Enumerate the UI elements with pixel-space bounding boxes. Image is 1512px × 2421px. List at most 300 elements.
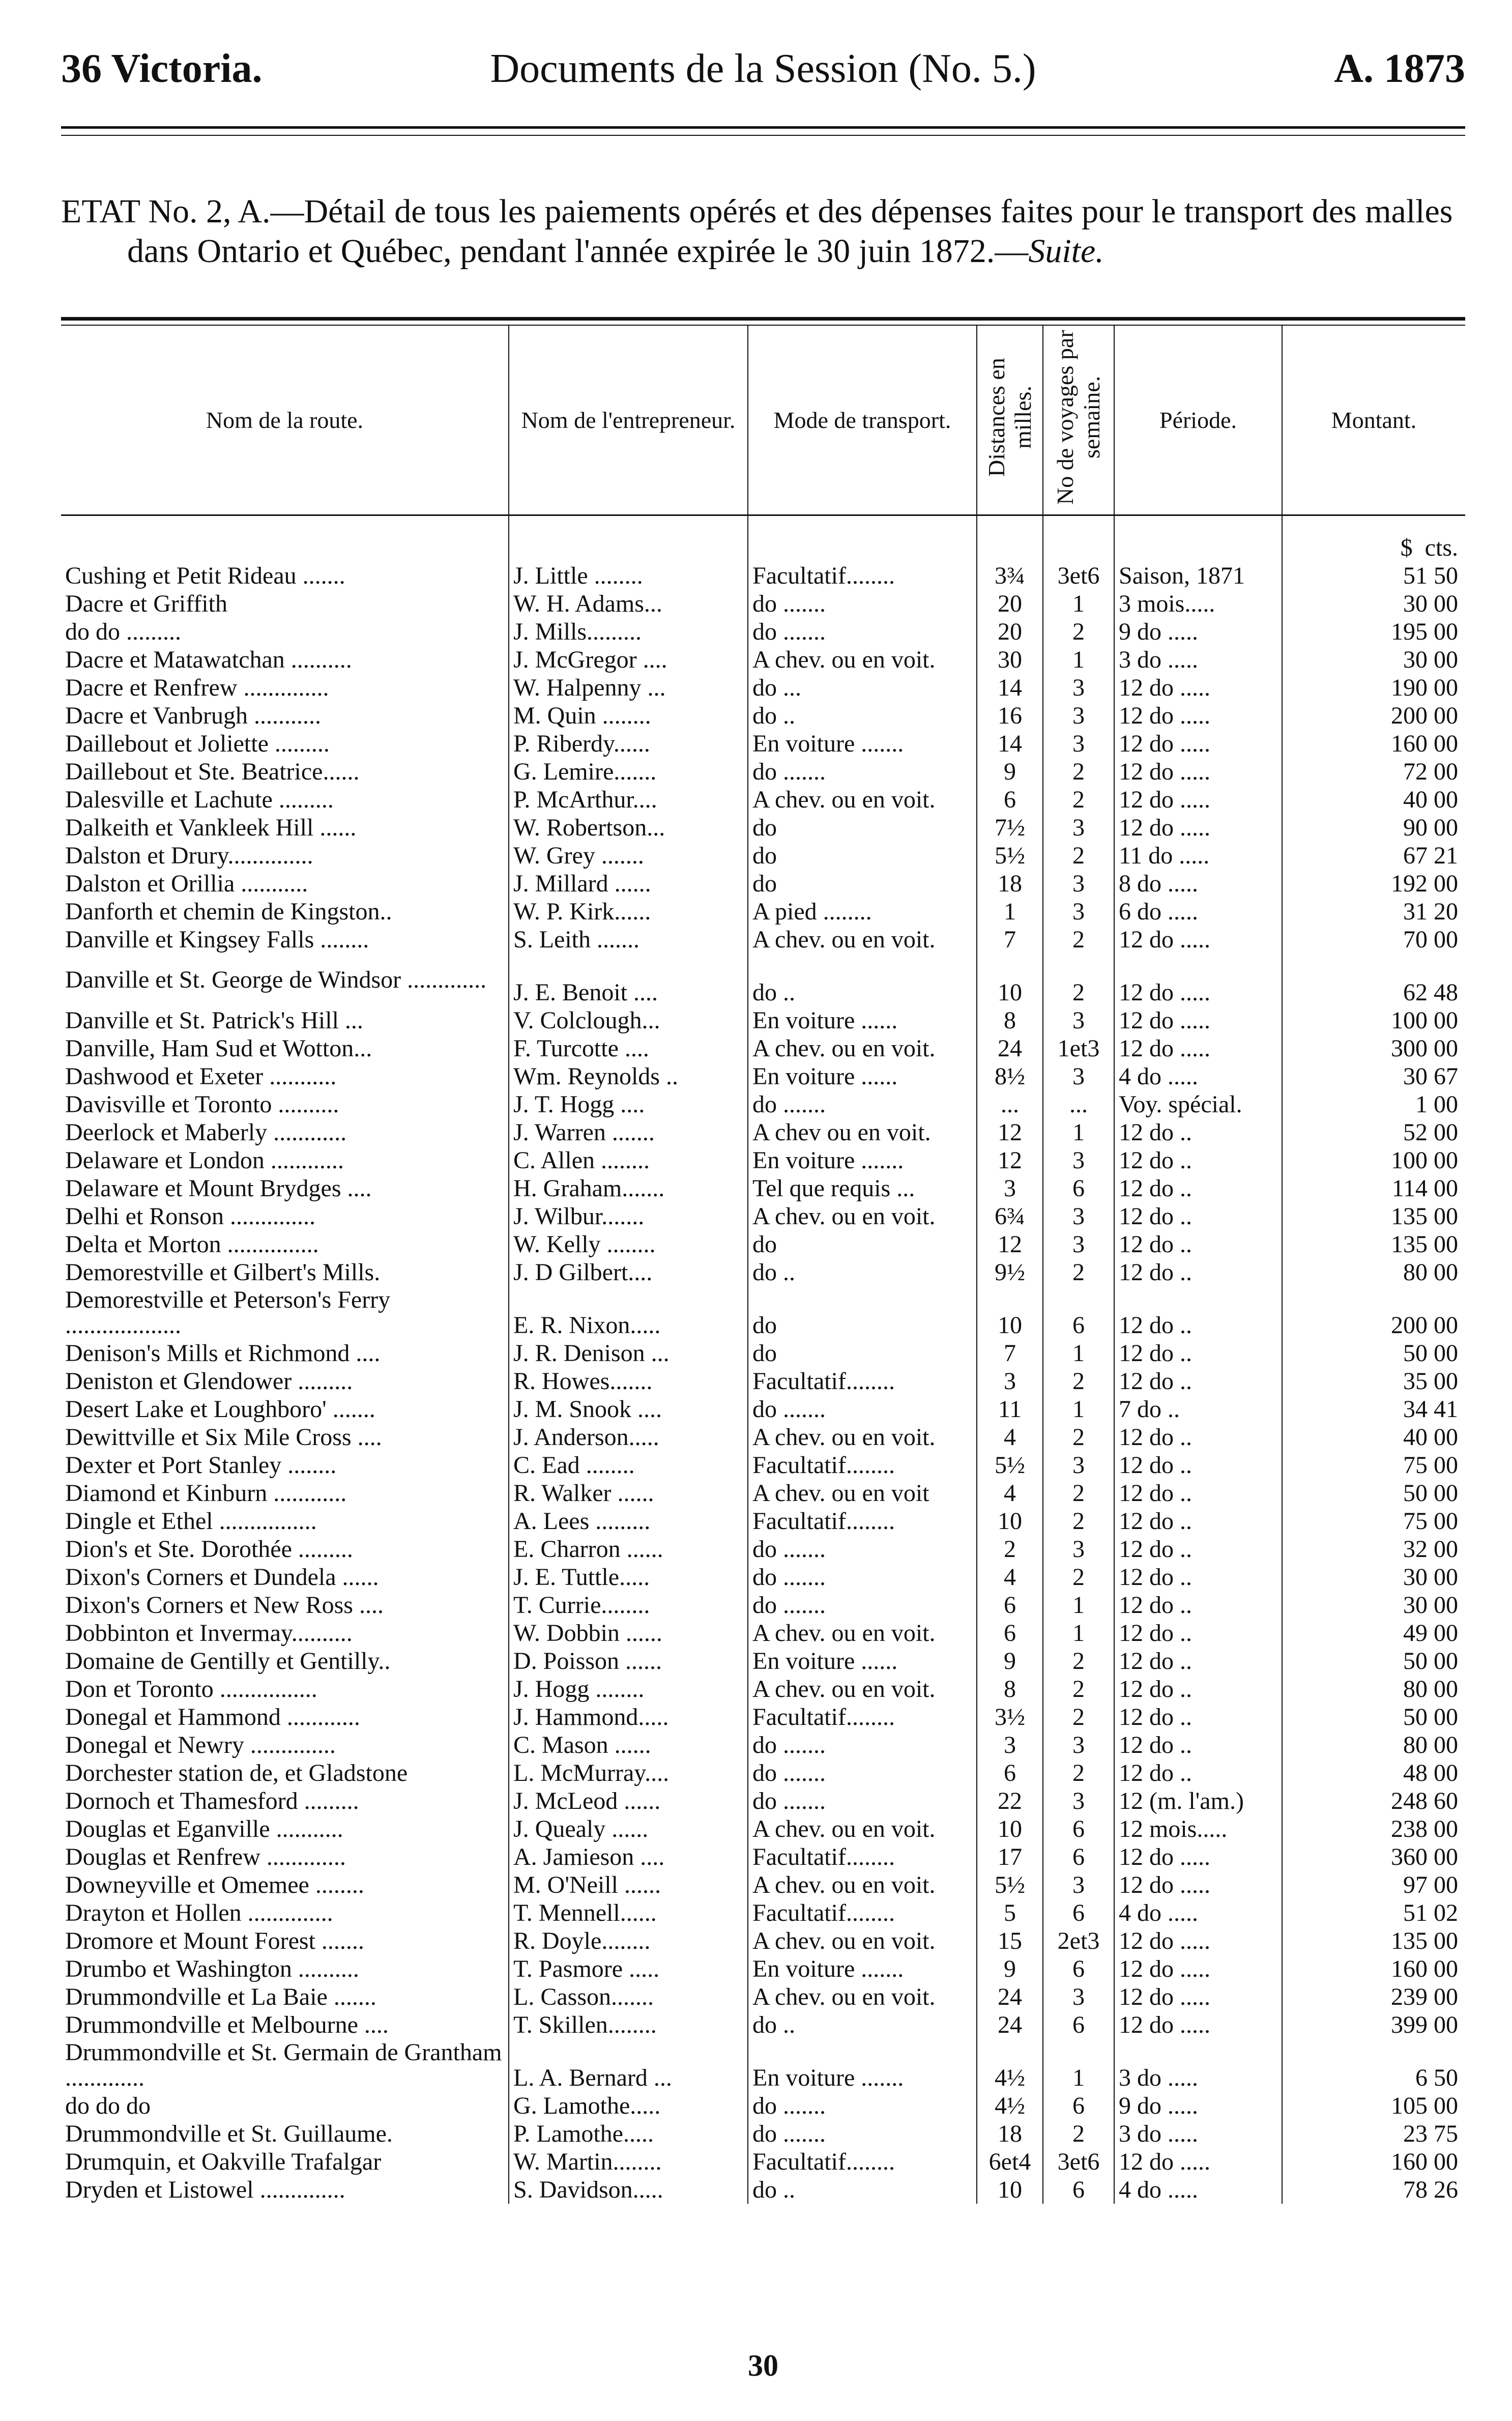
mode-cell: do ...	[748, 674, 977, 702]
periode-cell: Voy. spécial.	[1114, 1090, 1282, 1118]
mode-cell: Tel que requis ...	[748, 1174, 977, 1202]
montant-cell: 248 60	[1282, 1787, 1465, 1815]
distance-cell: 9	[977, 758, 1043, 786]
distance-cell: 5½	[977, 1871, 1043, 1899]
voyages-cell: 6	[1043, 1286, 1114, 1339]
periode-cell: 12 do .....	[1114, 674, 1282, 702]
voyages-cell: 1	[1043, 1619, 1114, 1647]
mode-cell: Facultatif........	[748, 1367, 977, 1395]
periode-cell: 12 do .....	[1114, 2011, 1282, 2039]
entrepreneur-cell: W. Grey .......	[509, 842, 748, 870]
route-cell: Danville et Kingsey Falls ........	[65, 926, 369, 953]
mode-cell: do ..	[748, 2011, 977, 2039]
route-cell: Dixon's Corners et Dundela ......	[65, 1564, 379, 1591]
entrepreneur-cell: J. T. Hogg ....	[509, 1090, 748, 1118]
table-row	[61, 590, 1465, 618]
distance-cell: 12	[977, 1118, 1043, 1146]
entrepreneur-cell: M. O'Neill ......	[509, 1871, 748, 1899]
mode-cell: Facultatif........	[748, 562, 977, 590]
voyages-cell: 2	[1043, 1759, 1114, 1787]
montant-cell: 67 21	[1282, 842, 1465, 870]
mode-cell: A chev. ou en voit.	[748, 1202, 977, 1230]
entrepreneur-cell: V. Colclough...	[509, 1006, 748, 1034]
table-row	[61, 702, 1465, 730]
voyages-cell: 3	[1043, 870, 1114, 898]
table-row	[61, 1258, 1465, 1286]
route-cell: Donegal et Newry ..............	[65, 1732, 336, 1759]
voyages-cell: 2	[1043, 1507, 1114, 1535]
route-cell: Delaware et London ............	[65, 1147, 344, 1174]
periode-cell: 4 do .....	[1114, 2176, 1282, 2204]
route-cell: Deerlock et Maberly ............	[65, 1119, 347, 1146]
montant-cell: 78 26	[1282, 2176, 1465, 2204]
montant-cell: 30 00	[1282, 1591, 1465, 1619]
running-header	[61, 46, 1465, 107]
mode-cell: do	[748, 1230, 977, 1258]
route-cell: Dromore et Mount Forest .......	[65, 1927, 364, 1954]
table-row	[61, 1675, 1465, 1703]
distance-cell: 9	[977, 1647, 1043, 1675]
montant-cell: 135 00	[1282, 1202, 1465, 1230]
entrepreneur-cell: W. Kelly ........	[509, 1230, 748, 1258]
table-row	[61, 2176, 1465, 2204]
voyages-cell: 2	[1043, 1703, 1114, 1731]
periode-cell: 12 do .....	[1114, 814, 1282, 842]
route-cell: Douglas et Eganville ...........	[65, 1815, 343, 1842]
entrepreneur-cell: J. McGregor ....	[509, 646, 748, 674]
page-number: 30	[748, 2349, 778, 2382]
periode-cell: 12 do ..	[1114, 1619, 1282, 1647]
periode-cell: 12 do .....	[1114, 1034, 1282, 1062]
distance-cell: 6	[977, 1619, 1043, 1647]
voyages-cell: 6	[1043, 2176, 1114, 2204]
montant-cell: 160 00	[1282, 1955, 1465, 1983]
distance-cell: 20	[977, 618, 1043, 646]
montant-cell: 195 00	[1282, 618, 1465, 646]
distance-cell: 4½	[977, 2039, 1043, 2092]
route-cell: Dornoch et Thamesford .........	[65, 1788, 359, 1814]
entrepreneur-cell: D. Poisson ......	[509, 1647, 748, 1675]
voyages-cell: 3	[1043, 1451, 1114, 1479]
entrepreneur-cell: J. Hogg ........	[509, 1675, 748, 1703]
montant-cell: 100 00	[1282, 1006, 1465, 1034]
periode-cell: 12 do ..	[1114, 1535, 1282, 1563]
mode-cell: do .......	[748, 1090, 977, 1118]
route-cell: Don et Toronto ................	[65, 1676, 317, 1703]
route-cell: Drumquin, et Oakville Trafalgar	[65, 2148, 382, 2175]
route-cell: Dacre et Matawatchan ..........	[65, 646, 352, 673]
voyages-cell: 2	[1043, 1647, 1114, 1675]
mode-cell: do	[748, 870, 977, 898]
entrepreneur-cell: C. Ead ........	[509, 1451, 748, 1479]
voyages-cell: 2	[1043, 1563, 1114, 1591]
voyages-cell: 3	[1043, 1006, 1114, 1034]
distance-cell: 6	[977, 1759, 1043, 1787]
distance-cell: 15	[977, 1927, 1043, 1955]
voyages-cell: 3	[1043, 1230, 1114, 1258]
mode-cell: A chev. ou en voit.	[748, 1871, 977, 1899]
entrepreneur-cell: J. M. Snook ....	[509, 1395, 748, 1423]
mode-cell: En voiture ......	[748, 1647, 977, 1675]
montant-cell: 200 00	[1282, 702, 1465, 730]
table-row	[61, 2011, 1465, 2039]
table-row	[61, 1423, 1465, 1451]
montant-cell: 300 00	[1282, 1034, 1465, 1062]
voyages-cell: 2	[1043, 1423, 1114, 1451]
mode-cell: En voiture .......	[748, 2039, 977, 2092]
entrepreneur-cell: W. H. Adams...	[509, 590, 748, 618]
table-row	[61, 1563, 1465, 1591]
mode-cell: Facultatif........	[748, 2148, 977, 2176]
periode-cell: 12 do .....	[1114, 702, 1282, 730]
table-row	[61, 1647, 1465, 1675]
distance-cell: 3	[977, 1174, 1043, 1202]
route-cell: Danville et St. Patrick's Hill ...	[65, 1007, 363, 1034]
montant-cell: 97 00	[1282, 1871, 1465, 1899]
distance-cell: 4½	[977, 2092, 1043, 2120]
montant-cell: 6 50	[1282, 2039, 1465, 2092]
voyages-cell: 3	[1043, 1787, 1114, 1815]
entrepreneur-cell: J. E. Benoit ....	[509, 954, 748, 1006]
montant-cell: 30 00	[1282, 646, 1465, 674]
periode-cell: 3 do .....	[1114, 2120, 1282, 2148]
route-cell: Deniston et Glendower .........	[65, 1368, 353, 1395]
route-cell: Dorchester station de, et Gladstone	[65, 1760, 408, 1786]
periode-cell: 12 do ..	[1114, 1286, 1282, 1339]
distance-cell: 2	[977, 1535, 1043, 1563]
entrepreneur-cell: W. P. Kirk......	[509, 898, 748, 926]
mode-cell: do .......	[748, 1395, 977, 1423]
voyages-cell: 3	[1043, 1871, 1114, 1899]
distance-cell: 10	[977, 1286, 1043, 1339]
voyages-cell: 3	[1043, 1731, 1114, 1759]
periode-cell: 12 do ..	[1114, 1423, 1282, 1451]
distance-cell: 24	[977, 2011, 1043, 2039]
table-row	[61, 1759, 1465, 1787]
table-row	[61, 1367, 1465, 1395]
montant-cell: 30 00	[1282, 1563, 1465, 1591]
mode-cell: do .......	[748, 2092, 977, 2120]
col-header-voyages-label: No de voyages par semaine.	[1052, 330, 1104, 505]
table-row	[61, 814, 1465, 842]
entrepreneur-cell: W. Robertson...	[509, 814, 748, 842]
mode-cell: A chev. ou en voit.	[748, 1034, 977, 1062]
route-cell: Dixon's Corners et New Ross ....	[65, 1592, 384, 1619]
entrepreneur-cell: J. McLeod ......	[509, 1787, 748, 1815]
mode-cell: do ..	[748, 702, 977, 730]
route-cell: Daillebout et Joliette .........	[65, 730, 330, 757]
distance-cell: 3¾	[977, 562, 1043, 590]
voyages-cell: 3et6	[1043, 2148, 1114, 2176]
periode-cell: 12 do ..	[1114, 1146, 1282, 1174]
mode-cell: do .......	[748, 618, 977, 646]
montant-cell: 23 75	[1282, 2120, 1465, 2148]
montant-cell: 34 41	[1282, 1395, 1465, 1423]
table-row	[61, 926, 1465, 954]
mode-cell: A chev. ou en voit.	[748, 1927, 977, 1955]
voyages-cell: 1	[1043, 590, 1114, 618]
mode-cell: A chev. ou en voit	[748, 1479, 977, 1507]
periode-cell: Saison, 1871	[1114, 562, 1282, 590]
entrepreneur-cell: Wm. Reynolds ..	[509, 1062, 748, 1090]
montant-cell: 80 00	[1282, 1731, 1465, 1759]
voyages-cell: 3	[1043, 1535, 1114, 1563]
mode-cell: do .......	[748, 1731, 977, 1759]
distance-cell: 16	[977, 702, 1043, 730]
col-header-montant: Montant.	[1282, 326, 1465, 515]
voyages-cell: 2	[1043, 2120, 1114, 2148]
distance-cell: 10	[977, 1815, 1043, 1843]
periode-cell: 4 do .....	[1114, 1062, 1282, 1090]
mode-cell: En voiture ......	[748, 1006, 977, 1034]
voyages-cell: 3	[1043, 1202, 1114, 1230]
entrepreneur-cell: G. Lamothe.....	[509, 2092, 748, 2120]
entrepreneur-cell: L. Casson.......	[509, 1983, 748, 2011]
distance-cell: 18	[977, 870, 1043, 898]
route-cell: Dingle et Ethel ................	[65, 1508, 317, 1535]
route-cell: Demorestville et Peterson's Ferry ...................	[65, 1286, 391, 1339]
entrepreneur-cell: J. D Gilbert....	[509, 1258, 748, 1286]
entrepreneur-cell: T. Skillen........	[509, 2011, 748, 2039]
table-row	[61, 758, 1465, 786]
route-cell: Danville et St. George de Windsor .............	[65, 966, 487, 993]
distance-cell: 4	[977, 1423, 1043, 1451]
periode-cell: 12 do .....	[1114, 954, 1282, 1006]
montant-cell: 62 48	[1282, 954, 1465, 1006]
mode-cell: Facultatif........	[748, 1899, 977, 1927]
periode-cell: 12 mois.....	[1114, 1815, 1282, 1843]
col-header-entrepreneur: Nom de l'entrepreneur.	[509, 326, 748, 515]
mode-cell: En voiture .......	[748, 730, 977, 758]
distance-cell: 9	[977, 1955, 1043, 1983]
table-header-row	[61, 326, 1465, 515]
montant-cell: 51 50	[1282, 562, 1465, 590]
table-row	[61, 954, 1465, 1006]
voyages-cell: 6	[1043, 1815, 1114, 1843]
mode-cell: do	[748, 1339, 977, 1367]
entrepreneur-cell: H. Graham.......	[509, 1174, 748, 1202]
currency-dollars: $	[1400, 534, 1413, 561]
route-cell: Dobbinton et Invermay..........	[65, 1620, 353, 1647]
route-cell: Davisville et Toronto ..........	[65, 1091, 339, 1118]
voyages-cell: 2	[1043, 954, 1114, 1006]
voyages-cell: 3	[1043, 898, 1114, 926]
col-header-distance	[977, 326, 1043, 515]
entrepreneur-cell: C. Mason ......	[509, 1731, 748, 1759]
table-row	[61, 1955, 1465, 1983]
route-cell: Dalston et Orillia ...........	[65, 870, 308, 897]
table-row	[61, 1202, 1465, 1230]
montant-cell: 80 00	[1282, 1258, 1465, 1286]
route-cell: Desert Lake et Loughboro' .......	[65, 1396, 375, 1423]
periode-cell: 12 do ..	[1114, 1367, 1282, 1395]
periode-cell: 12 do ..	[1114, 1339, 1282, 1367]
periode-cell: 12 do ..	[1114, 1647, 1282, 1675]
entrepreneur-cell: W. Dobbin ......	[509, 1619, 748, 1647]
entrepreneur-cell: G. Lemire.......	[509, 758, 748, 786]
col-header-distance-label: Distances en milles.	[983, 358, 1036, 477]
distance-cell: 5½	[977, 842, 1043, 870]
periode-cell: 12 do ..	[1114, 1258, 1282, 1286]
periode-cell: 4 do .....	[1114, 1899, 1282, 1927]
voyages-cell: 1	[1043, 1591, 1114, 1619]
route-cell: Drummondville et St. Germain de Grantham .............	[65, 2039, 502, 2091]
periode-cell: 12 do .....	[1114, 730, 1282, 758]
montant-cell: 80 00	[1282, 1675, 1465, 1703]
mode-cell: do	[748, 1286, 977, 1339]
montant-cell: 190 00	[1282, 674, 1465, 702]
entrepreneur-cell: W. Martin........	[509, 2148, 748, 2176]
route-cell: Dryden et Listowel ..............	[65, 2176, 345, 2203]
mode-cell: En voiture .......	[748, 1146, 977, 1174]
mode-cell: A chev. ou en voit.	[748, 926, 977, 954]
mode-cell: A chev ou en voit.	[748, 1118, 977, 1146]
distance-cell: 8½	[977, 1062, 1043, 1090]
entrepreneur-cell: W. Halpenny ...	[509, 674, 748, 702]
montant-cell: 50 00	[1282, 1479, 1465, 1507]
montant-cell: 72 00	[1282, 758, 1465, 786]
route-cell: Donegal et Hammond ............	[65, 1704, 360, 1731]
distance-cell: 6et4	[977, 2148, 1043, 2176]
route-cell: Dalkeith et Vankleek Hill ......	[65, 814, 357, 841]
table-row	[61, 1899, 1465, 1927]
table-row	[61, 2039, 1465, 2092]
montant-cell: 192 00	[1282, 870, 1465, 898]
entrepreneur-cell: P. Lamothe.....	[509, 2120, 748, 2148]
table-row	[61, 2092, 1465, 2120]
table-row	[61, 1395, 1465, 1423]
distance-cell: 5½	[977, 1451, 1043, 1479]
montant-cell: 239 00	[1282, 1983, 1465, 2011]
voyages-cell: ...	[1043, 1090, 1114, 1118]
voyages-cell: 3	[1043, 674, 1114, 702]
distance-cell: 3	[977, 1731, 1043, 1759]
route-cell: Dion's et Ste. Dorothée .........	[65, 1536, 353, 1563]
distance-cell: 7½	[977, 814, 1043, 842]
route-cell: Dexter et Port Stanley ........	[65, 1452, 337, 1479]
currency-row	[61, 515, 1465, 562]
distance-cell: 5	[977, 1899, 1043, 1927]
payments-table	[61, 326, 1465, 2204]
montant-cell: 48 00	[1282, 1759, 1465, 1787]
voyages-cell: 2	[1043, 842, 1114, 870]
periode-cell: 12 do .....	[1114, 1006, 1282, 1034]
table-row	[61, 1591, 1465, 1619]
table-row	[61, 786, 1465, 814]
voyages-cell: 1	[1043, 1118, 1114, 1146]
distance-cell: 24	[977, 1983, 1043, 2011]
montant-cell: 399 00	[1282, 2011, 1465, 2039]
periode-cell: 12 do ..	[1114, 1507, 1282, 1535]
distance-cell: 6	[977, 786, 1043, 814]
mode-cell: do ..	[748, 1258, 977, 1286]
montant-cell: 200 00	[1282, 1286, 1465, 1339]
table-row	[61, 842, 1465, 870]
mode-cell: A chev. ou en voit.	[748, 786, 977, 814]
mode-cell: do ..	[748, 954, 977, 1006]
voyages-cell: 6	[1043, 2011, 1114, 2039]
table-row	[61, 870, 1465, 898]
distance-cell: 4	[977, 1563, 1043, 1591]
table-row	[61, 1731, 1465, 1759]
periode-cell: 3 do .....	[1114, 646, 1282, 674]
table-row	[61, 1507, 1465, 1535]
voyages-cell: 2	[1043, 618, 1114, 646]
montant-cell: 100 00	[1282, 1146, 1465, 1174]
route-cell: Danforth et chemin de Kingston..	[65, 898, 392, 925]
periode-cell: 3 mois.....	[1114, 590, 1282, 618]
table-row	[61, 898, 1465, 926]
mode-cell: do .......	[748, 1759, 977, 1787]
mode-cell: Facultatif........	[748, 1507, 977, 1535]
header-left: 36 Victoria.	[61, 46, 263, 91]
route-cell: Delaware et Mount Brydges ....	[65, 1175, 372, 1202]
voyages-cell: 2et3	[1043, 1927, 1114, 1955]
voyages-cell: 2	[1043, 1675, 1114, 1703]
route-cell: Domaine de Gentilly et Gentilly..	[65, 1648, 391, 1675]
voyages-cell: 3	[1043, 1146, 1114, 1174]
table-top-rule	[61, 317, 1465, 321]
entrepreneur-cell: L. McMurray....	[509, 1759, 748, 1787]
entrepreneur-cell: S. Davidson.....	[509, 2176, 748, 2204]
distance-cell: 7	[977, 1339, 1043, 1367]
table-row	[61, 1927, 1465, 1955]
voyages-cell: 3	[1043, 814, 1114, 842]
col-header-route: Nom de la route.	[61, 326, 509, 515]
header-rule	[61, 126, 1465, 129]
periode-cell: 8 do .....	[1114, 870, 1282, 898]
entrepreneur-cell: E. Charron ......	[509, 1535, 748, 1563]
montant-cell: 50 00	[1282, 1647, 1465, 1675]
distance-cell: 6	[977, 1591, 1043, 1619]
route-cell: Daillebout et Ste. Beatrice......	[65, 758, 360, 785]
voyages-cell: 3	[1043, 702, 1114, 730]
periode-cell: 12 do ..	[1114, 1675, 1282, 1703]
periode-cell: 12 do ..	[1114, 1759, 1282, 1787]
montant-cell: 30 00	[1282, 590, 1465, 618]
montant-cell: 70 00	[1282, 926, 1465, 954]
distance-cell: 24	[977, 1034, 1043, 1062]
voyages-cell: 2	[1043, 786, 1114, 814]
periode-cell: 12 do ..	[1114, 1703, 1282, 1731]
route-cell: Cushing et Petit Rideau .......	[65, 562, 345, 589]
table-row	[61, 1339, 1465, 1367]
montant-cell: 31 20	[1282, 898, 1465, 926]
periode-cell: 12 do ..	[1114, 1591, 1282, 1619]
table-row	[61, 1815, 1465, 1843]
distance-cell: 3½	[977, 1703, 1043, 1731]
route-cell: Drummondville et St. Guillaume.	[65, 2120, 393, 2147]
periode-cell: 3 do .....	[1114, 2039, 1282, 2092]
mode-cell: do	[748, 842, 977, 870]
mode-cell: do .......	[748, 1787, 977, 1815]
entrepreneur-cell: T. Pasmore .....	[509, 1955, 748, 1983]
route-cell: do do do	[65, 2092, 151, 2119]
table-row	[61, 618, 1465, 646]
periode-cell: 12 do ..	[1114, 1731, 1282, 1759]
montant-cell: 50 00	[1282, 1703, 1465, 1731]
route-cell: Delhi et Ronson ..............	[65, 1203, 315, 1230]
montant-cell: 114 00	[1282, 1174, 1465, 1202]
route-cell: do do .........	[65, 618, 181, 645]
distance-cell: 12	[977, 1230, 1043, 1258]
periode-cell: 12 do ..	[1114, 1230, 1282, 1258]
table-row	[61, 1230, 1465, 1258]
table-row	[61, 1843, 1465, 1871]
voyages-cell: 2	[1043, 1258, 1114, 1286]
route-cell: Delta et Morton ...............	[65, 1231, 319, 1258]
montant-cell: 75 00	[1282, 1451, 1465, 1479]
